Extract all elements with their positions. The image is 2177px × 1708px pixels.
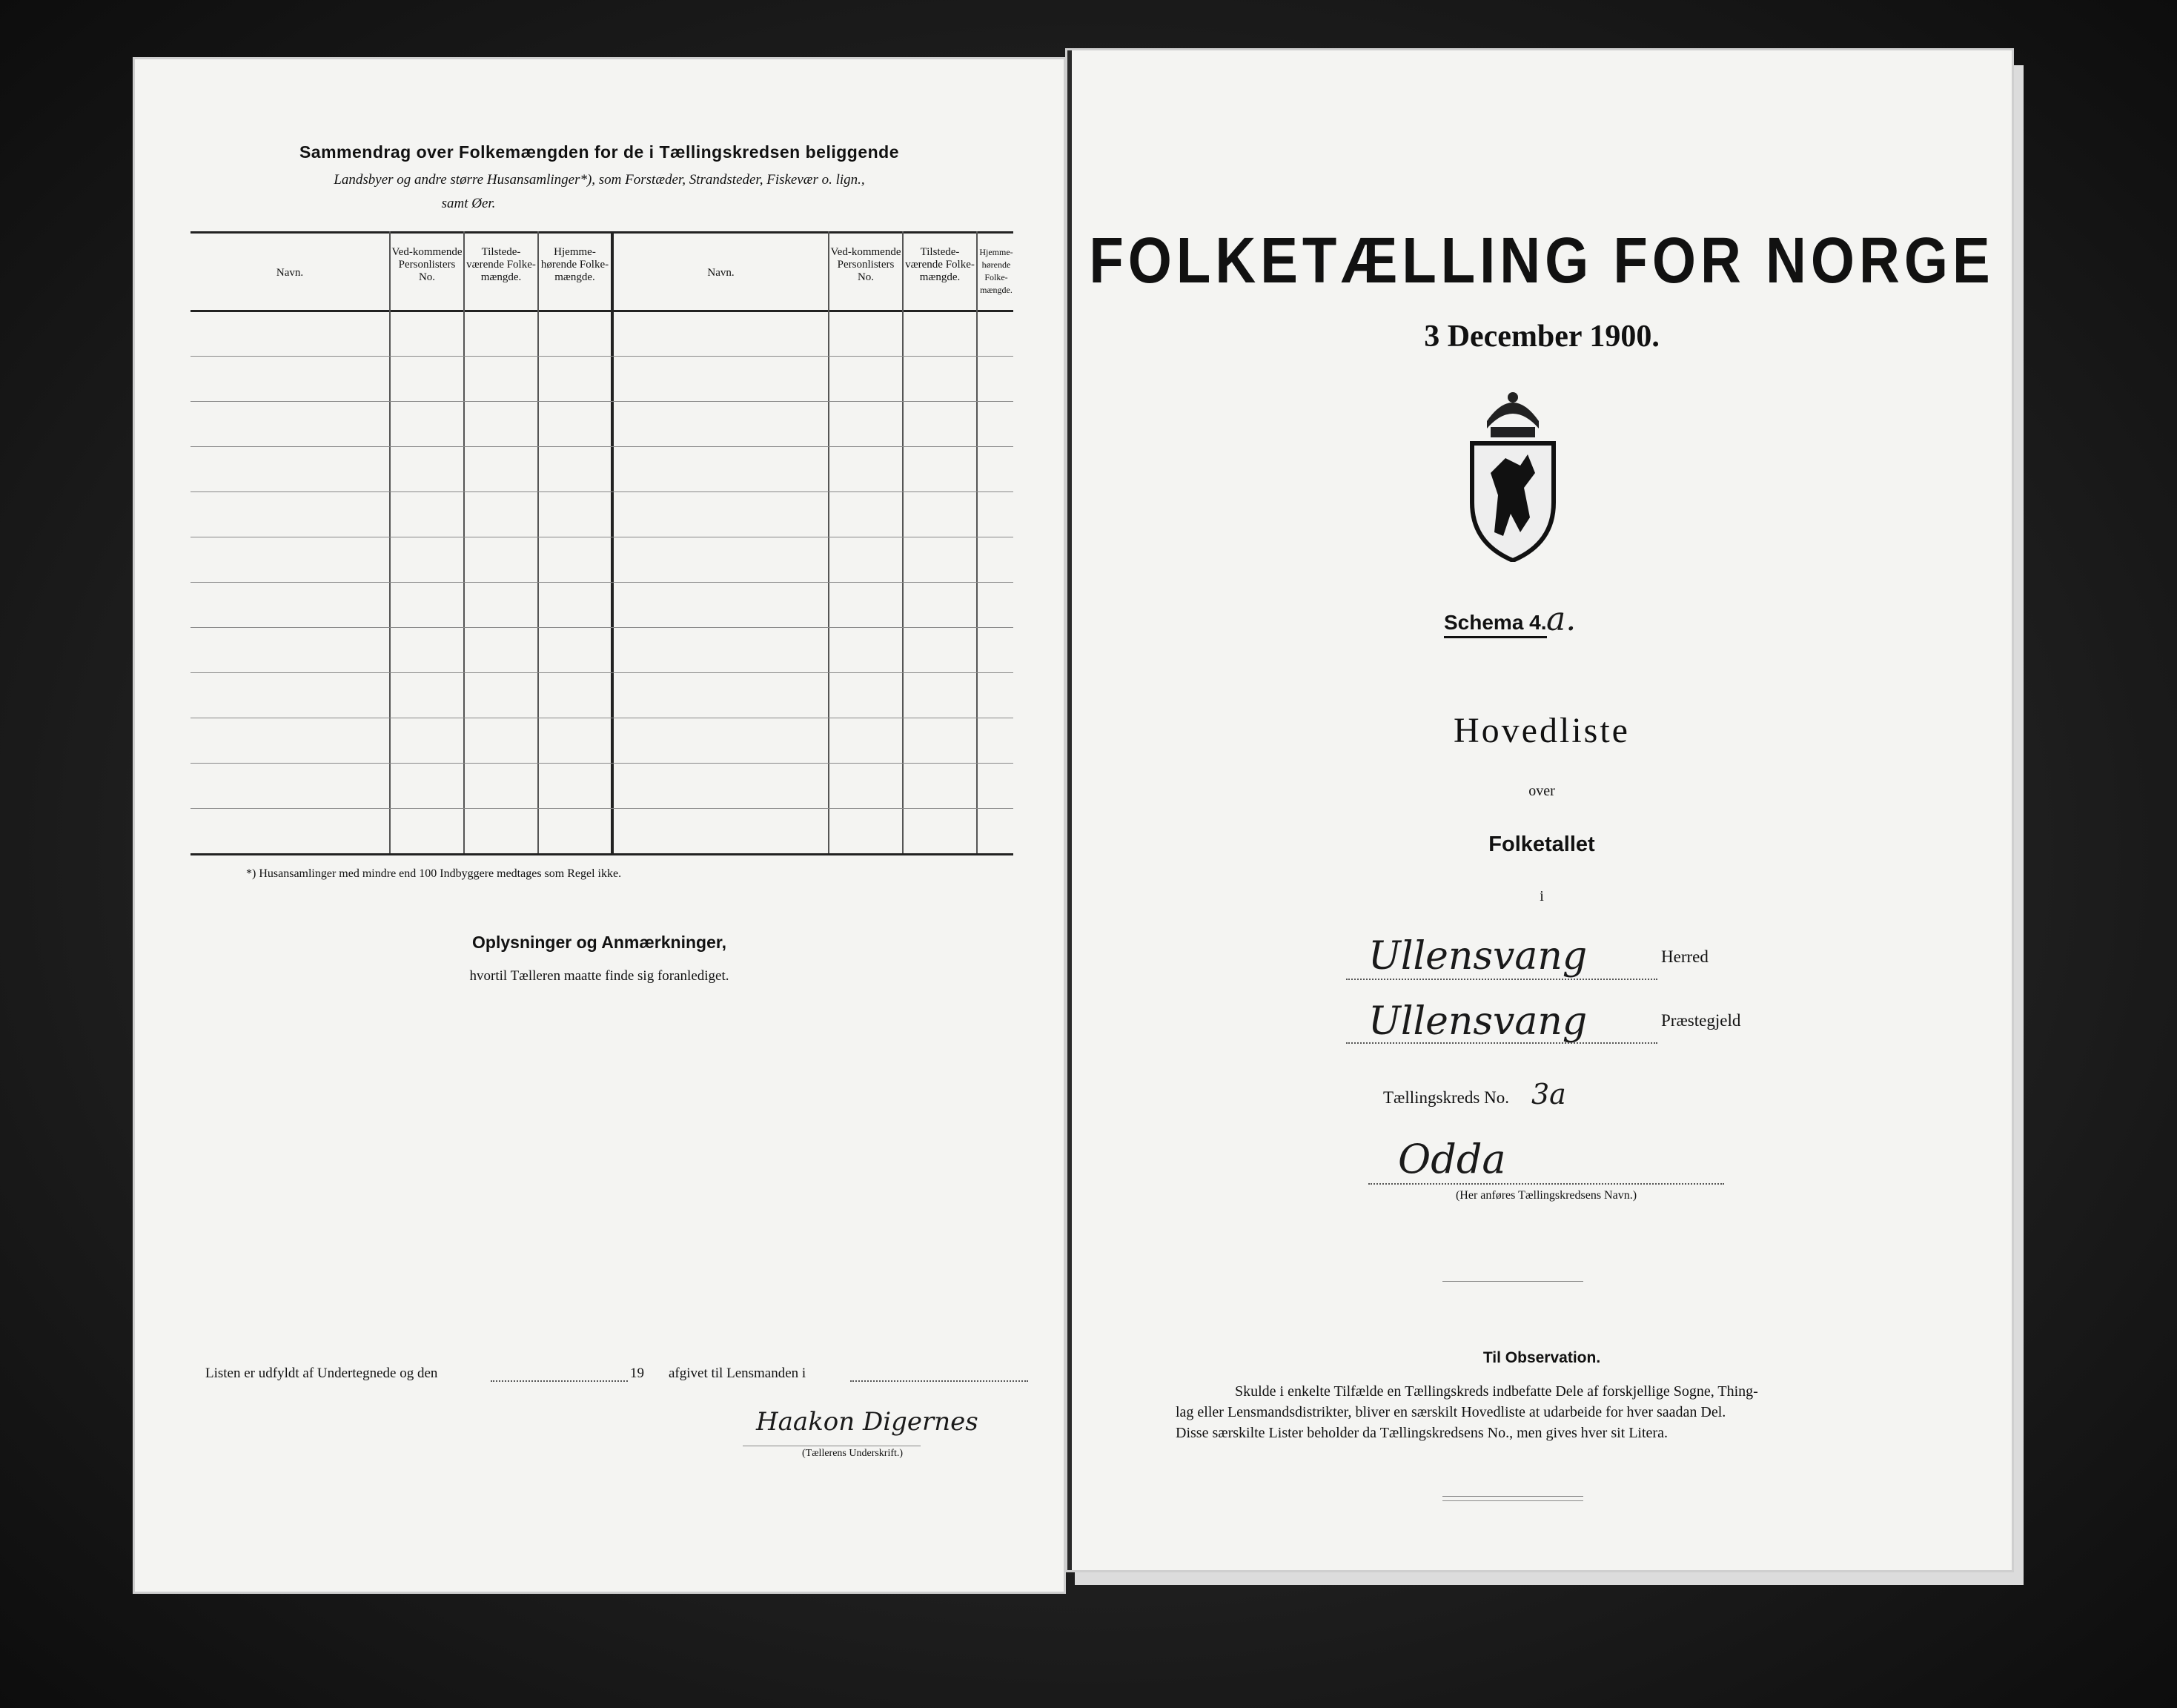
kreds-caption: (Her anføres Tællingskredsens Navn.) <box>1455 1189 1637 1202</box>
kreds-name: Odda <box>1398 1136 1506 1182</box>
signature-caption: (Tællerens Underskrift.) <box>802 1448 904 1459</box>
hovedliste-title: Hovedliste <box>1454 711 1630 750</box>
table-center-divider <box>611 231 614 853</box>
coat-of-arms-icon <box>1465 384 1561 562</box>
left-page <box>135 59 1064 1592</box>
table-row <box>190 356 1013 357</box>
summary-title: Sammendrag over Folkemængden for de i Tællingskredsen beliggende <box>299 142 900 162</box>
table-bottom-rule <box>190 853 1013 855</box>
table-top-rule <box>190 231 1013 234</box>
header-hjemmehorende: Hjemme-hørende Folke-mængde. <box>540 246 609 283</box>
observation-line-2: lag eller Lensmandsdistrikter, bliver en særskilt Hovedliste at udarbeide for hver saadan Del. <box>1176 1404 1726 1420</box>
i-text: i <box>1540 888 1544 904</box>
header-navn: Navn. <box>707 267 735 279</box>
kreds-name-dotted-line <box>1368 1183 1724 1185</box>
folketallet-text: Folketallet <box>1488 833 1595 856</box>
table-col-divider <box>389 231 391 853</box>
remarks-subtitle: hvortil Tælleren maatte finde sig foranlediget. <box>469 968 729 984</box>
summary-subtitle-1: Landsbyer og andre større Husansamlinger*), som Forstæder, Strandsteder, Fiskevær o. lign., <box>334 172 865 188</box>
observation-line-1: Skulde i enkelte Tilfælde en Tællingskreds indbefatte Dele af forskjellige Sogne, Thing- <box>1235 1383 1758 1400</box>
census-date: 3 December 1900. <box>1424 320 1660 354</box>
remarks-title: Oplysninger og Anmærkninger, <box>472 933 726 952</box>
table-col-divider <box>463 231 465 853</box>
header-tilstedevaerende: Tilstede-værende Folke-mængde. <box>905 246 975 283</box>
table-col-divider <box>976 231 978 853</box>
signature-handwriting: Haakon Digernes <box>756 1407 978 1437</box>
herred-dotted-line <box>1346 979 1657 980</box>
header-navn: Navn. <box>276 267 304 279</box>
observation-line-3: Disse særskilte Lister beholder da Tællingskredsens No., men gives hver sit Litera. <box>1176 1425 1668 1441</box>
lensmand-dotted-line <box>850 1380 1028 1382</box>
over-text: over <box>1528 783 1555 799</box>
separator-line <box>1442 1496 1583 1497</box>
table-header-rule <box>190 310 1013 312</box>
table-row <box>190 808 1013 809</box>
header-personlister: Ved-kommende Personlisters No. <box>830 246 901 283</box>
main-title: FOLKETÆLLING FOR NORGE <box>1089 224 1995 297</box>
signature-text-c: afgivet til Lensmanden i <box>669 1366 806 1381</box>
prestegjeld-dotted-line <box>1346 1042 1657 1044</box>
table-row <box>190 491 1013 492</box>
table-col-divider <box>902 231 904 853</box>
header-hjemmehorende: Hjemme-hørende Folke-mængde. <box>979 247 1013 295</box>
header-personlister: Ved-kommende Personlisters No. <box>391 246 463 283</box>
observation-title: Til Observation. <box>1482 1349 1601 1366</box>
table-row <box>190 672 1013 673</box>
table-col-divider <box>828 231 829 853</box>
table-row <box>190 627 1013 628</box>
table-col-divider <box>537 231 539 853</box>
header-tilstedevaerende: Tilstede-værende Folke-mængde. <box>466 246 536 283</box>
herred-label: Herred <box>1661 947 1709 966</box>
right-page <box>1067 50 2012 1570</box>
summary-subtitle-2: samt Øer. <box>441 196 496 211</box>
table-row <box>190 446 1013 447</box>
separator-line <box>1442 1500 1583 1501</box>
table-row <box>190 763 1013 764</box>
date-dotted-line <box>491 1380 628 1382</box>
signature-text-a: Listen er udfyldt af Undertegnede og den <box>205 1366 438 1381</box>
prestegjeld-value: Ullensvang <box>1368 999 1588 1044</box>
observation-body <box>1176 1381 1924 1443</box>
schema-label: Schema 4. <box>1444 611 1547 638</box>
herred-value: Ullensvang <box>1368 934 1588 979</box>
footnote: *) Husansamlinger med mindre end 100 Indbyggere medtages som Regel ikke. <box>246 867 622 880</box>
schema-value: a. <box>1546 600 1577 638</box>
kreds-value: 3a <box>1531 1078 1566 1110</box>
prestegjeld-label: Præstegjeld <box>1661 1011 1741 1030</box>
separator-line <box>1442 1281 1583 1282</box>
kreds-label: Tællingskreds No. <box>1383 1088 1509 1107</box>
signature-text-b: 19 <box>630 1366 644 1381</box>
table-row <box>190 401 1013 402</box>
table-row <box>190 582 1013 583</box>
